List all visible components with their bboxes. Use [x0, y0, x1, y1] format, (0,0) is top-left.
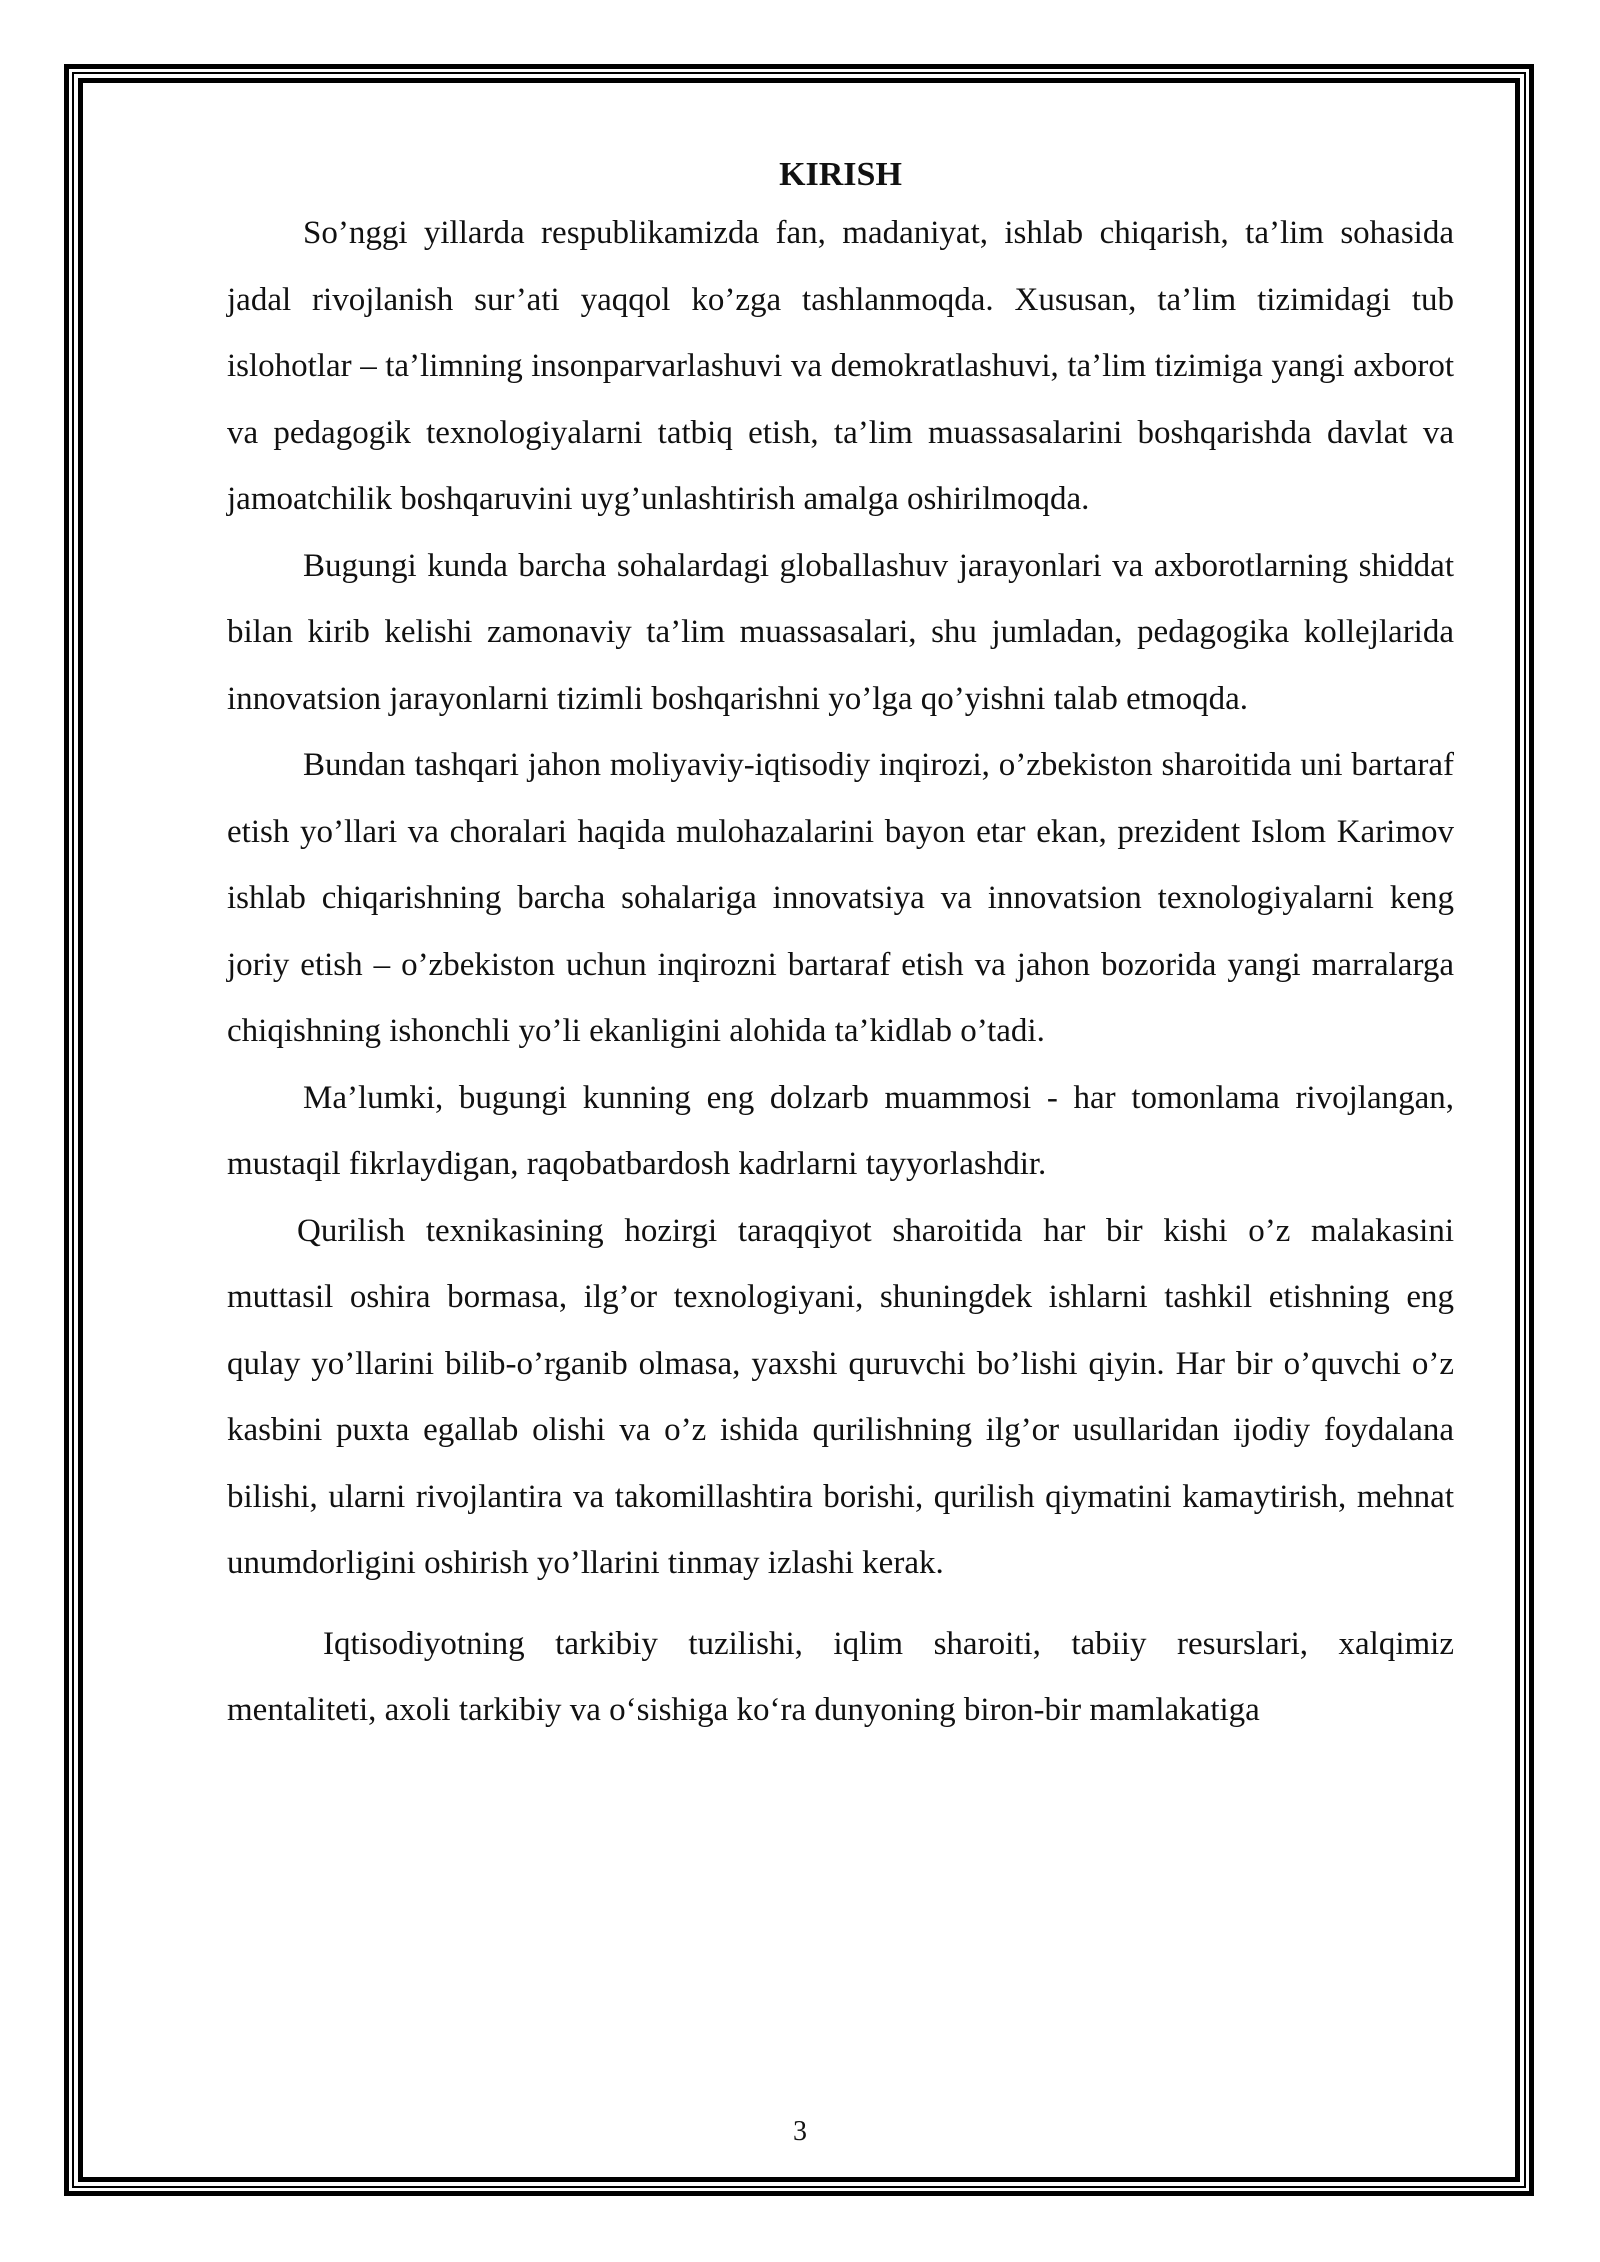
document-body [227, 150, 1454, 1744]
page-number: 3 [793, 2116, 807, 2147]
paragraph-6: Iqtisodiyotning tarkibiy tuzilishi, iqlim sharoiti, tabiiy resurslari, xalqimiz mentaliteti, axoli tarkibiy va o‘sishiga ko‘ra dunyoning biron-bir mamlakatiga [227, 1625, 1454, 1728]
paragraph-5: Qurilish texnikasining hozirgi taraqqiyot sharoitida har bir kishi o’z malakasini muttasil oshira bormasa, ilg’or texnologiyani, shuningdek ishlarni tashkil etishning eng qulay yo’llarini bilib-o’rganib olmasa, yaxshi quruvchi bo’lishi qiyin. Har bir o’quvchi o’z kasbini puxta egallab olishi va o’z ishida qurilishning ilg’or usullaridan ijodiy foydalana bilishi, ularni rivojlantira va takomillashtira borishi, qurilish qiymatini kamaytirish, mehnat unumdorligini oshirish yo’llarini tinmay izlashi kerak. [227, 1212, 1454, 1581]
document-title: KIRISH [779, 156, 902, 193]
paragraph-4: Ma’lumki, bugungi kunning eng dolzarb muammosi - har tomonlama rivojlangan, mustaqil fikrlaydigan, raqobatbardosh kadrlarni tayyorlashdir. [227, 1079, 1454, 1182]
paragraph-1: So’nggi yillarda respublikamizda fan, madaniyat, ishlab chiqarish, ta’lim sohasida jadal rivojlanish sur’ati yaqqol ko’zga tashlanmoqda. Xususan, ta’lim tizimidagi tub islohotlar – ta’limning insonparvarlashuvi va demokratlashuvi, ta’lim tizimiga yangi axborot va pedagogik texnologiyalarni tatbiq etish, ta’lim muassasalarini boshqarishda davlat va jamoatchilik boshqaruvini uyg’unlashtirish amalga oshirilmoqda. [227, 215, 1454, 517]
paragraph-3: Bundan tashqari jahon moliyaviy-iqtisodiy inqirozi, o’zbekiston sharoitida uni bartaraf etish yo’llari va choralari haqida mulohazalarini bayon etar ekan, prezident Islom Karimov ishlab chiqarishning barcha sohalariga innovatsiya va innovatsion texnologiyalarni keng joriy etish – o’zbekiston uchun inqirozni bartaraf etish va jahon bozorida yangi marralarga chiqishning ishonchli yo’li ekanligini alohida ta’kidlab o’tadi. [227, 747, 1454, 1049]
paragraph-2: Bugungi kunda barcha sohalardagi globallashuv jarayonlari va axborotlarning shiddat bilan kirib kelishi zamonaviy ta’lim muassasalari, shu jumladan, pedagogika kollejlarida innovatsion jarayonlarni tizimli boshqarishni yo’lga qo’yishni talab etmoqda. [227, 547, 1454, 717]
